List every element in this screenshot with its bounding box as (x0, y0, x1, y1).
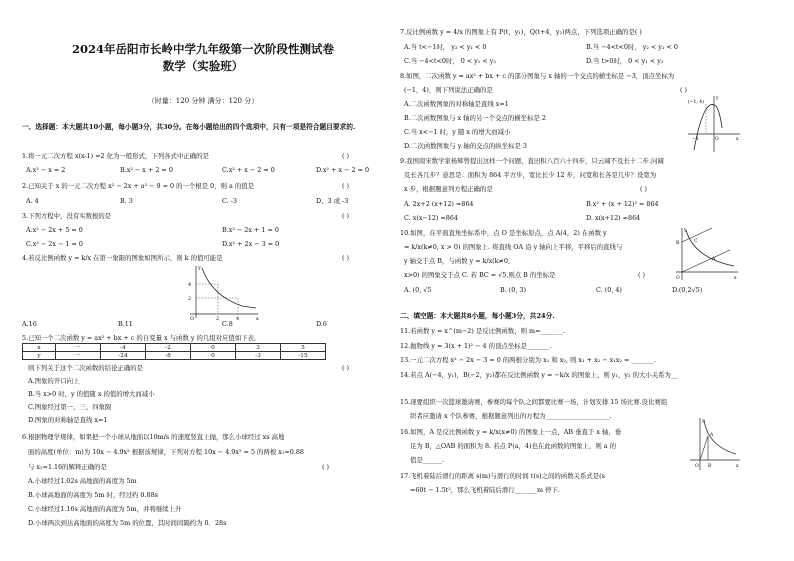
q8-option-a: A.二次函数图象的对称轴是直线 x=1 (404, 100, 509, 108)
q15-line2: 织者应邀请 x 个队参赛，根据题意列出的方程为____________________. (410, 412, 612, 420)
q5-line2: 则下列关于这个二次函数的结论正确的是 (28, 364, 144, 372)
q6-option-c: C.小球经过1.16s 高地面的高度为 5m，并将继续上升 (28, 505, 182, 513)
q8-fig-origin: O (715, 137, 719, 142)
q4-fig-y4: 4 (188, 282, 192, 288)
q8-option-d: D.二次函数图象与 y 轴的交点的纵坐标是 3 (404, 142, 527, 150)
q7-option-c: C.当 −4<t<0时， 0 < y₁ < y₂ (404, 57, 496, 65)
q8-fig-root: −3 (692, 137, 699, 142)
q10-fig-x: x (734, 276, 737, 281)
q6-paren: ( ) (322, 463, 330, 471)
q5-table (22, 343, 326, 360)
q4-fig-x4: 4 (236, 316, 240, 320)
q2-stem: 2.已知关于 x 的一元二次方程 x² − 2x + a² − 9 = 0 的一个根是 0，则 a 的值是 (22, 182, 255, 190)
q2-paren: ( ) (342, 182, 350, 190)
q15-line1: 15.现要组织一次篮球邀请赛，参赛的每个队之间都要比赛一场，计划安排 15 场比赛.设比赛组 (400, 398, 668, 406)
q9-option-c: C. x(x−12) =864 (404, 214, 458, 222)
q4-option-c: C.8 (222, 320, 233, 328)
q9-line2: 及长各几步？意思是：面积为 864 平方步，宽比长少 12 步，问宽和长各是几步？设宽为 (404, 171, 657, 179)
q4-fig-y2: 2 (188, 296, 192, 302)
q5-option-a: A.图象的开口向上 (28, 377, 80, 385)
q3-stem: 3.下列方程中，没有实数根的是 (22, 212, 112, 220)
q4-fig-origin: O (190, 316, 195, 320)
q6-line1: 6.根据物理学规律，如果把一个小球从地面以10m/s 的速度竖直上抛，那么小球经过 xs 高地 (22, 433, 285, 441)
q17-line1: 17.飞机着陆后滑行的距离 s(m)与滑行的时间 t(s)之间的函数关系式是(s (400, 472, 605, 480)
q10-fig-y: y (684, 228, 687, 233)
q8-fig-vertex: (−1, 4) (688, 100, 704, 105)
q10-line2: = k/x(k≠0, x > 0) 的图象上. 将直线 OA 沿 y 轴向上平移，平移后的直线与 (404, 243, 623, 251)
q7-option-a: A.当 t<−1时， y₂ < y₁ < 0 (404, 43, 487, 51)
q8-option-b: B.二次函数图象与 x 轴的另一个交点的横坐标是 2 (404, 114, 546, 122)
q16-line3: 值是______. (410, 456, 444, 464)
q9-option-a: A. 2x+2 (x+12) =864 (404, 200, 474, 208)
q16-fig-y: y (702, 419, 705, 424)
q10-option-d: D.(0,2√5) (672, 286, 703, 294)
q1-stem: 1.将一元二次方程 x(x-1) =2 化为一般形式，下列各式中正确的是 (22, 152, 209, 160)
q9-option-d: D. x(x+12) =864 (586, 214, 641, 222)
q16-line1: 16.如图，A 是反比例函数 y = k/x(x≠0) 的图象上一点，AB 垂直于 x 轴，垂 (400, 428, 622, 436)
q16-line2: 足为 B，△OAB 的面积为 8. 若点 P(a，4)也在此函数的图象上，则 a 的 (410, 442, 617, 450)
q3-option-b: B.x² − 2x + 1 = 0 (222, 226, 279, 234)
q16-fig-x: x (736, 464, 739, 469)
q4-fig-x2: 2 (216, 316, 220, 320)
q8-line1: 8.如图，二次函数 y = ax² + bx + c 的部分图象与 x 轴的一个交点的横坐标是 −3，顶点坐标为 (400, 72, 675, 80)
q10-line3: y 轴交于点 B，与函数 y = k/x(k≠0, (404, 257, 511, 265)
q4-option-d: D.6 (316, 320, 327, 328)
q9-line1: 9.我国南宋数学家杨辉曾提出这样一个问题，直田积八百六十四步，只云阔不及长十二步.问阔 (400, 157, 664, 165)
q10-line1: 10.如图，在平面直角坐标系中，点 O 是坐标原点，点 A(4，2) 在函数 y (400, 229, 607, 237)
q10-graph (672, 224, 742, 282)
q9-line3: x 步，根据题意列方程正确的是 (404, 185, 493, 193)
q3-option-c: C.x² − 2x − 1 = 0 (26, 240, 83, 248)
q6-option-d: D.小球两次到达高地面的高度为 5m 的位置，其时间间隔约为 0．28s (28, 519, 227, 527)
q6-line3: 与 x₂≈1.16的解释正确的是 (28, 463, 107, 471)
q4-option-a: A.16 (22, 320, 37, 328)
q8-fig-y: y (716, 96, 719, 101)
q3-option-d: D.x² + 2x − 3 = 0 (222, 240, 280, 248)
q5-table-row-y: y ··· -24 -8 0 -3 -15 (23, 352, 326, 360)
q4-option-b: B.11 (118, 320, 133, 328)
q7-option-b: B.当 −4<t<0时， y₂ < y₁ < 0 (586, 43, 678, 51)
q10-fig-c: C (694, 239, 698, 244)
q4-paren: ( ) (342, 254, 350, 262)
exam-title: 2024年岳阳市长岭中学九年级第一次阶段性测试卷 (71, 42, 334, 56)
q10-fig-b: B (676, 241, 680, 246)
q12: 12.抛物线 y = 3(x + 1)² − 4 的顶点坐标是_______. (400, 342, 552, 350)
q5-option-c: C.图象经过第一、三、四象限 (28, 403, 112, 411)
q4-fig-x: x (256, 316, 259, 320)
q4-fig-y: y (198, 265, 201, 271)
q9-option-b: B.x² + (x + 12)² = 864 (586, 200, 659, 208)
q6-option-a: A.小球经过1.02s 高地面的高度为 5m (28, 477, 137, 485)
exam-info: （时量：120 分钟 满分：120 分） (147, 97, 259, 105)
q8-fig-x: x (736, 137, 739, 142)
q5-option-b: B.当 x>0 时，y 的值随 x 的值的增大而减小 (28, 390, 155, 398)
q13: 13.一元二次方程 x² − 2x − 3 = 0 的两根分别为 x₁ 和 x₂, 则 x₁ + x₂ − x₁x₂ = _______. (400, 356, 656, 364)
q2-option-d: D、3 或 -3 (316, 197, 349, 205)
q2-option-c: C. -3 (222, 197, 237, 205)
q16-fig-origin: O (695, 464, 699, 469)
q1-option-a: A.x² − x = 2 (26, 166, 66, 174)
q10-fig-origin: O (676, 276, 680, 281)
q5-stem: 5.已知一个二次函数 y = ax² + bx + c 的自变量 x 与函数 y 的几组对应值如下表, (22, 334, 257, 342)
q1-option-d: D.x² + x − 2 = 0 (316, 166, 370, 174)
q5-option-d: D.图象的对称轴是直线 x=1 (28, 416, 108, 424)
section1-header: 一、选择题：本大题共10小题，每小题3分，共30分。在每小题给出的四个选项中，只有一项是符合题目要求的. (22, 123, 356, 131)
q10-paren: ( ) (638, 271, 646, 279)
q5-paren: ( ) (342, 364, 350, 372)
q14: 14.若点 A(−4，y₁)，B(−2，y₂)都在反比例函数 y = −k/x 的图象上，则 y₁，y₂ 的大小关系为__ (400, 371, 678, 379)
q10-option-b: B. (0, 3) (500, 286, 526, 294)
q1-paren: ( ) (342, 152, 350, 160)
q2-option-b: B. 3 (120, 197, 133, 205)
q17-line2: =60t − 1.5t²，那么飞机着陆后滑行_______m 停下. (410, 486, 560, 494)
q1-option-b: B.x² − x + 2 = 0 (120, 166, 173, 174)
q7-option-d: D.当 t>0时， 0 < y₁ < y₂ (586, 57, 664, 65)
q16-fig-a: A (710, 433, 714, 438)
q1-option-c: C.x² + x − 2 = 0 (222, 166, 275, 174)
q16-fig-b: B (708, 464, 712, 469)
q8-graph (686, 92, 742, 154)
q4-graph (182, 262, 262, 320)
q6-line2: 面的高度(单位：m)为 10x − 4.9x² 根据该规律，下列对方程 10x − 4.9x² = 5 的两根 x₁≈0.88 (28, 448, 304, 456)
q9-paren: ( ) (640, 185, 648, 193)
q8-paren: ( ) (680, 86, 688, 94)
q10-option-a: A. (0, √5 (404, 286, 432, 294)
q8-line2: (−1，4)，则下列说法正确的是 (404, 86, 493, 94)
q3-option-a: A.x² − 2x + 5 = 0 (26, 226, 83, 234)
exam-subtitle: 数学（实验班） (162, 59, 244, 73)
q10-option-c: C. (0, 4) (596, 286, 622, 294)
q11: 11.若函数 y = x^(m−2) 是反比例函数，则 m=_______. (400, 327, 565, 335)
q3-paren: ( ) (342, 212, 350, 220)
q5-table-row-x: x ··· -4 -2 0 3 5 (23, 344, 326, 352)
q10-fig-a: A (712, 257, 716, 262)
section2-header: 二、填空题：本大题共8小题，每小题3分，共24分. (400, 312, 555, 320)
q10-line4: x>0) 的图象交于点 C. 若 BC = √5,则点 B 的坐标是 (404, 271, 556, 279)
q16-graph (686, 416, 742, 472)
q2-option-a: A. 4 (26, 197, 39, 205)
q4-stem: 4.若反比例函数 y = k/x 在第一象限的图象如图所示，则 k 的值可能是 (22, 254, 223, 262)
q6-option-b: B.小球高地面的高度为 5m 时，经过约 0.88s (28, 491, 158, 499)
q7-stem: 7.反比例函数 y = 4/x 的图象上有 P(t，y₁)，Q(t+4，y₂)两点，下列选项正确的是( ) (400, 28, 642, 36)
q8-option-c: C.当 x<−1 时，y 随 x 的增大而减小 (404, 128, 511, 136)
